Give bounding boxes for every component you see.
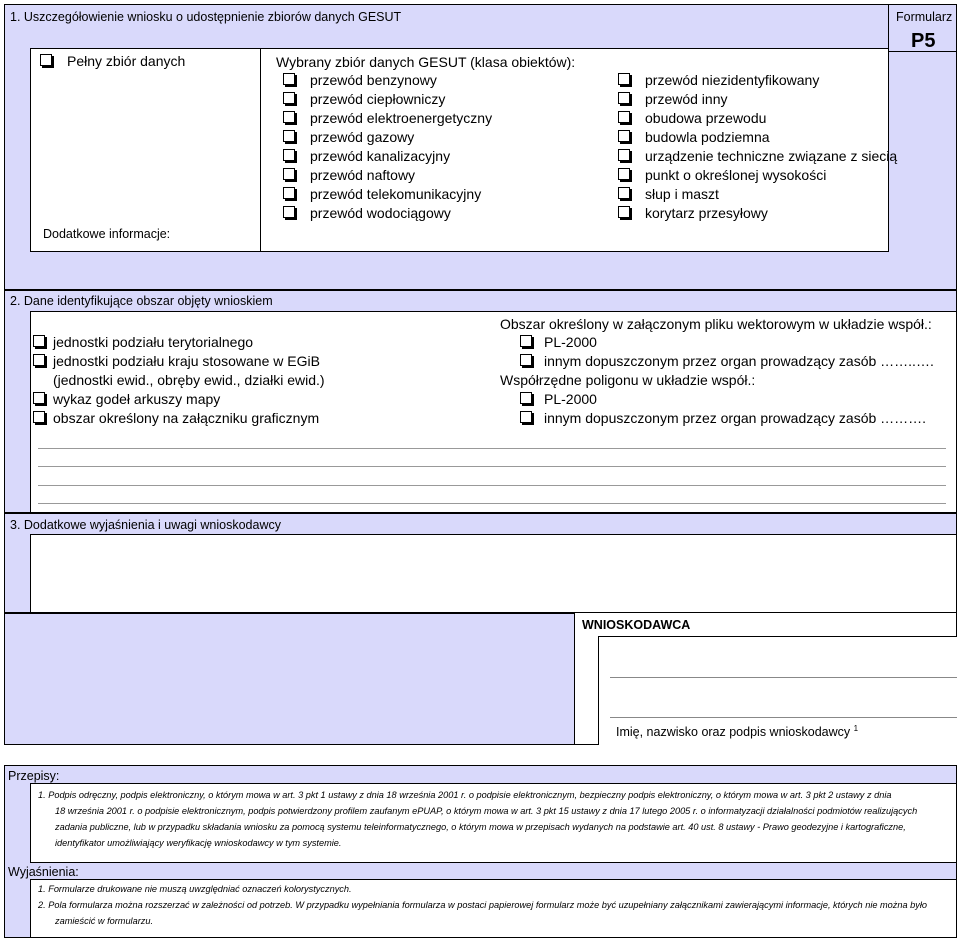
input-line [610,717,957,718]
wyjasnienia-line: 1. Formularze drukowane nie muszą uwzględniać oznaczeń kolorystycznych. [38,884,352,894]
class-option[interactable] [283,185,481,203]
class-option[interactable] [283,204,451,222]
checkbox[interactable] [520,411,532,423]
option-label: przewód benzynowy [310,72,437,88]
checkbox[interactable] [283,206,295,218]
full-set-option[interactable] [40,52,185,70]
option-label: PL-2000 [544,334,597,350]
checkbox[interactable] [618,111,630,123]
option-label: przewód telekomunikacyjny [310,186,482,202]
full-set-label: Pełny zbiór danych [67,53,186,69]
checkbox[interactable] [520,354,532,366]
input-line[interactable] [38,448,946,449]
option-label: przewód inny [645,91,728,107]
option-label: słup i maszt [645,186,719,202]
polygon-other-option[interactable] [520,409,926,427]
checkbox[interactable] [618,149,630,161]
class-option[interactable] [283,147,450,165]
przepisy-label: Przepisy: [8,769,60,783]
option-label: budowla podziemna [645,129,770,145]
applicant-heading: WNIOSKODAWCA [582,618,691,632]
checkbox[interactable] [283,92,295,104]
option-label: przewód niezidentyfikowany [645,72,820,88]
option-label: przewód kanalizacyjny [310,148,451,164]
option-label: przewód gazowy [310,129,415,145]
wyjasnienia-line: zamieścić w formularzu. [55,916,154,926]
input-line [610,677,957,678]
egib-note: (jednostki ewid., obręby ewid., działki ewid.) [53,372,325,388]
checkbox[interactable] [283,130,295,142]
checkbox[interactable] [618,206,630,218]
selected-set-label: Wybrany zbiór danych GESUT (klasa obiektów): [276,54,576,70]
checkbox[interactable] [520,335,532,347]
checkbox[interactable] [283,187,295,199]
class-option[interactable] [618,204,768,222]
polygon-heading: Współrzędne poligonu w układzie współ.: [500,372,756,388]
class-option[interactable] [618,128,770,146]
class-option[interactable] [283,166,415,184]
option-label: urządzenie techniczne związane z siecią [645,148,898,164]
area-option-egib[interactable] [33,352,320,370]
option-label: przewód ciepłowniczy [310,91,446,107]
option-label: innym dopuszczonym przez organ prowadzący zasób ……..…. [544,353,934,369]
option-label: wykaz godeł arkuszy mapy [53,391,221,407]
option-label: obudowa przewodu [645,110,767,126]
class-option[interactable] [283,128,414,146]
przepisy-line: zadania publiczne, lub w przypadku składania wniosku za pomocą systemu teleinformatycznego, o którym mowa w przepisach wydanych na podstawie art. 40 ust. 8 ustawy - Prawo geodezyjne i kartograficzne, [55,822,906,832]
class-option[interactable] [283,90,445,108]
section-1-divider [260,48,261,252]
applicant-caption-text: Imię, nazwisko oraz podpis wnioskodawcy [616,725,851,740]
form-code: P5 [911,30,936,52]
remarks-field[interactable] [30,534,957,613]
input-line[interactable] [38,485,946,486]
przepisy-text [38,787,953,851]
full-set-checkbox[interactable] [40,54,52,66]
checkbox[interactable] [33,354,45,366]
checkbox[interactable] [618,130,630,142]
section-3-title: 3. Dodatkowe wyjaśnienia i uwagi wnioskodawcy [10,518,281,532]
option-label: innym dopuszczonym przez organ prowadzący zasób ………. [544,410,927,426]
area-option-graphic[interactable] [33,409,319,427]
class-option[interactable] [618,109,766,127]
checkbox[interactable] [618,73,630,85]
checkbox[interactable] [283,149,295,161]
option-label: jednostki podziału terytorialnego [53,334,254,350]
vector-other-option[interactable] [520,352,934,370]
wyjasnienia-line: 2. Pola formularza można rozszerzać w zależności od potrzeb. W przypadku wypełniania formularza w postaci papierowej formularz może być uzupełniany załącznikami zawierającymi informacje, których nie można było [38,900,928,910]
class-option[interactable] [618,147,897,165]
class-option[interactable] [618,90,728,108]
checkbox[interactable] [618,92,630,104]
checkbox[interactable] [33,335,45,347]
wyjasnienia-text [38,881,953,929]
polygon-pl2000-option[interactable] [520,390,597,408]
przepisy-line: 1. Podpis odręczny, podpis elektroniczny, o którym mowa w art. 3 pkt 1 ustawy z dnia 18 września 2001 r. o podpisie elektronicznym, bezpieczny podpis elektroniczny, o którym mowa w art. 3 pkt 2 ustawy z dnia [38,790,892,800]
option-label: korytarz przesyłowy [645,205,768,221]
option-label: PL-2000 [544,391,597,407]
option-label: obszar określony na załączniku graficznym [53,410,320,426]
checkbox[interactable] [283,111,295,123]
form-code-box [888,4,957,52]
option-label: przewód naftowy [310,167,416,183]
option-label: przewód wodociągowy [310,205,451,221]
checkbox[interactable] [618,168,630,180]
class-option[interactable] [283,109,492,127]
section-1-title: 1. Uszczegółowienie wniosku o udostępnienie zbiorów danych GESUT [10,10,402,24]
option-label: punkt o określonej wysokości [645,167,827,183]
option-label: przewód elektroenergetyczny [310,110,493,126]
form-label: Formularz [896,10,953,24]
input-line[interactable] [38,503,946,504]
checkbox[interactable] [283,168,295,180]
checkbox[interactable] [33,411,45,423]
input-line[interactable] [38,466,946,467]
footnote-ref: 1 [853,724,859,733]
class-option[interactable] [618,71,819,89]
area-option-territorial[interactable] [33,333,253,351]
additional-info-label: Dodatkowe informacje: [43,227,171,241]
wyjasnienia-label: Wyjaśnienia: [8,865,79,879]
przepisy-line: 18 września 2001 r. o podpisie elektronicznym, podpis potwierdzony profilem zaufanym ePUAP, o którym mowa w art. 3 pkt 15 ustawy z dnia 17 lutego 2005 r. o informatyzacji działalności podmiotów realizujących [55,806,918,816]
class-option[interactable] [618,185,719,203]
applicant-caption [616,724,858,739]
vector-pl2000-option[interactable] [520,333,597,351]
checkbox[interactable] [283,73,295,85]
option-label: jednostki podziału kraju stosowane w EGiB [53,353,320,369]
area-option-sheets[interactable] [33,390,220,408]
section-2-title: 2. Dane identyfikujące obszar objęty wnioskiem [10,294,273,308]
vector-file-heading: Obszar określony w załączonym pliku wektorowym w układzie współ.: [500,316,932,332]
class-option[interactable] [618,166,826,184]
przepisy-line: identyfikator umożliwiający weryfikację wnioskodawcy w tym systemie. [55,838,342,848]
checkbox[interactable] [520,392,532,404]
checkbox[interactable] [33,392,45,404]
checkbox[interactable] [618,187,630,199]
class-option[interactable] [283,71,437,89]
